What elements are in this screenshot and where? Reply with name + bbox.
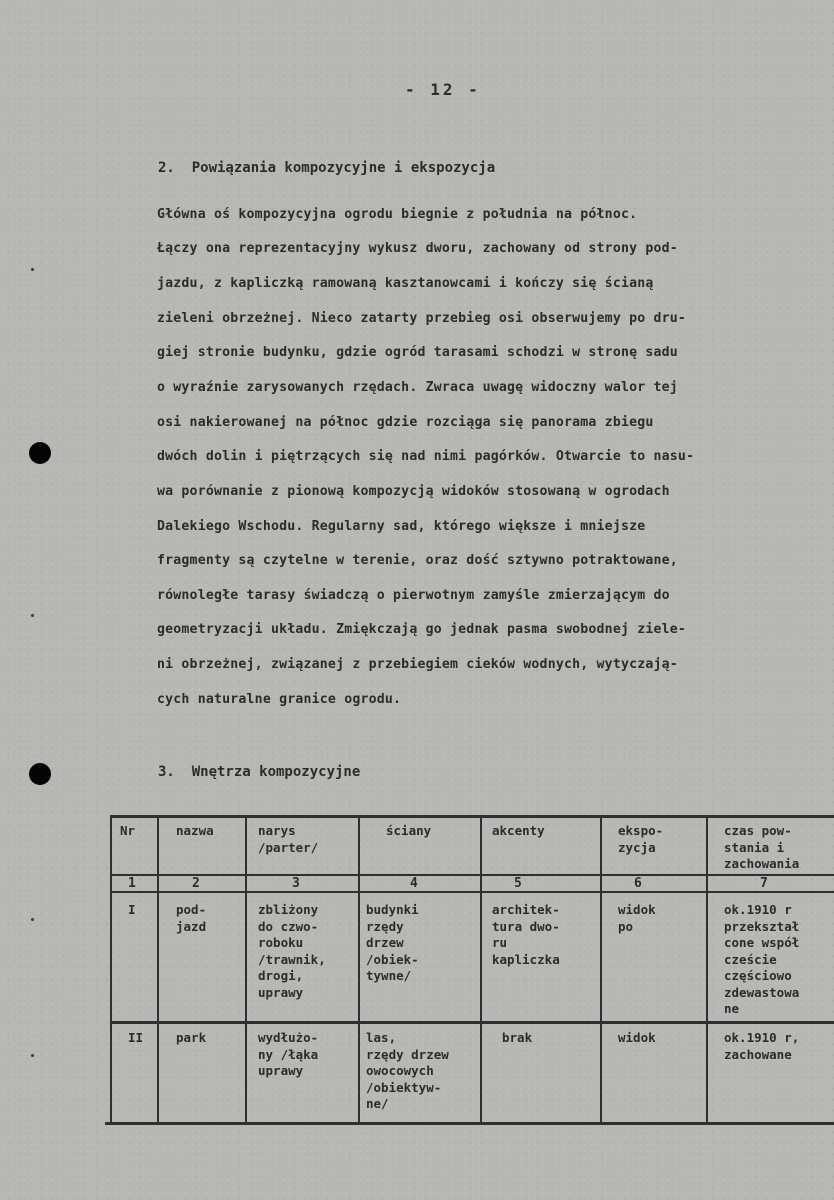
paragraph-line: o wyraźnie zarysowanych rzędach. Zwraca uwagę widoczny walor tej [157,380,678,395]
paragraph-line: giej stronie budynku, gdzie ogród tarasami schodzi w stronę sadu [157,345,678,360]
table-rule [157,815,159,1125]
column-number: 7 [760,876,768,891]
column-number: 4 [410,876,418,891]
table-cell: widok po [618,902,656,934]
paragraph-line: równoległe tarasy świadczą o pierwotnym zamyśle zmierzającym do [157,588,670,603]
table-header-nazwa: nazwa [176,823,214,838]
table-cell: I [128,902,136,917]
paragraph-line: jazdu, z kapliczką ramowaną kasztanowcami i kończy się ścianą [157,276,654,291]
paragraph-line: zieleni obrzeżnej. Nieco zatarty przebieg osi obserwujemy po dru- [157,311,687,326]
table-rule [111,874,834,876]
table-cell: pod- jazd [176,902,207,934]
table-cell: budynki rzędy drzew /obiek- tywne/ [366,902,419,983]
table-header-czas: czas pow- stania i zachowania [724,823,800,871]
paragraph-line: wa porównanie z pionową kompozycją widoków stosowaną w ogrodach [157,484,670,499]
paragraph-line: ni obrzeżnej, związanej z przebiegiem cieków wodnych, wytyczają- [157,657,678,672]
section-3-heading: 3. Wnętrza kompozycyjne [158,764,361,780]
paragraph-line: Łączy ona reprezentacyjny wykusz dworu, zachowany od strony pod- [157,241,678,256]
table-header-nr: Nr [120,823,136,838]
table-rule [111,1021,834,1024]
column-number: 3 [292,876,300,891]
table-rule [480,815,482,1125]
table-header-narys: narys /parter/ [258,823,319,855]
paragraph-line: fragmenty są czytelne w terenie, oraz dość sztywno potraktowane, [157,553,678,568]
table-cell: widok [618,1030,656,1045]
table-header-sciany: ściany [386,823,432,838]
table-rule [111,891,834,893]
table-cell: architek- tura dwo- ru kapliczka [492,902,560,967]
paragraph-line: osi nakierowanej na północ gdzie rozciąga się panorama zbiegu [157,415,654,430]
table-rule [600,815,602,1125]
page-number: - 12 - [405,80,481,99]
table-rule [706,815,708,1125]
table-cell: ok.1910 r przekształ cone współ czeście częściowo zdewastowa ne [724,902,800,1016]
table-header-ekspozycja: ekspo- zycja [618,823,664,855]
table-rule [245,815,247,1125]
column-number: 1 [128,876,136,891]
table-rule [110,815,112,1125]
table-cell: las, rzędy drzew owocowych /obiektyw- ne/ [366,1030,449,1111]
paragraph-line: geometryzacji układu. Zmiękczają go jednak pasma swobodnej ziele- [157,622,687,637]
table-cell: II [128,1030,144,1045]
paragraph-line: Dalekiego Wschodu. Regularny sad, którego większe i mniejsze [157,519,646,534]
paragraph-line: dwóch dolin i piętrzących się nad nimi pagórków. Otwarcie to nasu- [157,449,695,464]
table-rule [105,1122,834,1125]
section-2-heading: 2. Powiązania kompozycyjne i ekspozycja [158,160,496,176]
table-cell: ok.1910 r, zachowane [724,1030,800,1062]
paragraph-line: Główna oś kompozycyjna ogrodu biegnie z południa na północ. [157,207,638,222]
table-rule [358,815,360,1125]
table-cell: wydłużo- ny /łąka uprawy [258,1030,319,1078]
table-header-akcenty: akcenty [492,823,545,838]
table-rule [111,815,834,818]
column-number: 5 [514,876,522,891]
table-cell: park [176,1030,207,1045]
paragraph-line: cych naturalne granice ogrodu. [157,692,402,707]
table-cell: brak [502,1030,533,1045]
table-cell: zbliżony do czwo- roboku /trawnik, drogi, uprawy [258,902,326,1000]
column-number: 2 [192,876,200,891]
column-number: 6 [634,876,642,891]
